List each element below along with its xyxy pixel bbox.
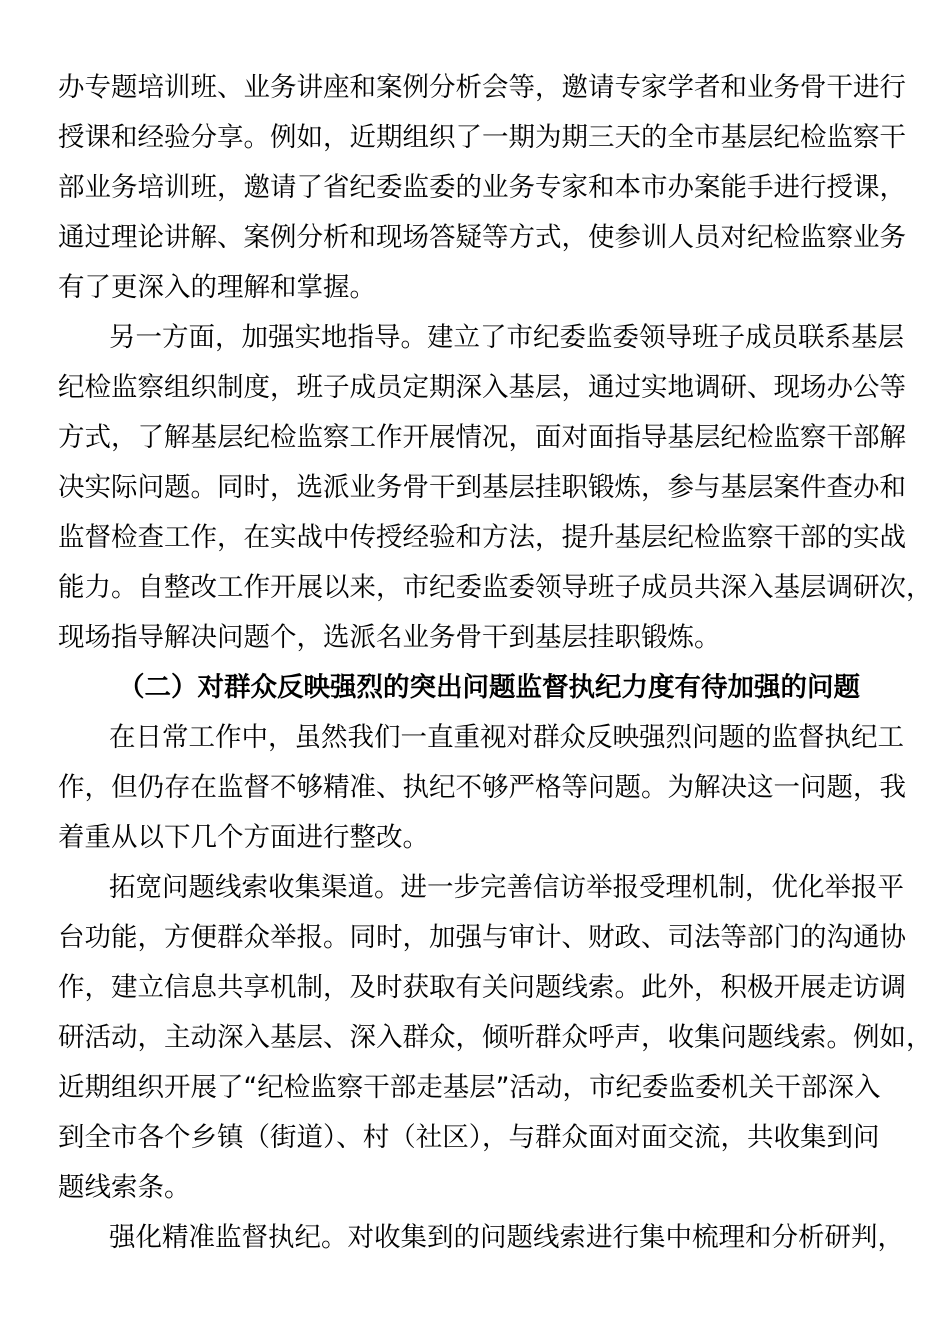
- paragraph-2-line-1: 另一方面，加强实地指导。建立了市纪委监委领导班子成员联系基层: [109, 322, 904, 353]
- paragraph-1-line-4: 通过理论讲解、案例分析和现场答疑等方式，使参训人员对纪检监察业务: [58, 222, 906, 253]
- paragraph-2-line-6: 能力。自整改工作开展以来，市纪委监委领导班子成员共深入基层调研次，: [58, 572, 933, 603]
- paragraph-2-line-5: 监督检查工作，在实战中传授经验和方法，提升基层纪检监察干部的实战: [58, 522, 906, 553]
- paragraph-4-line-4: 研活动，主动深入基层、深入群众，倾听群众呼声，收集问题线索。例如，: [58, 1022, 933, 1053]
- paragraph-1-line-2: 授课和经验分享。例如，近期组织了一期为期三天的全市基层纪检监察干: [58, 122, 906, 153]
- paragraph-1-line-1: 办专题培训班、业务讲座和案例分析会等，邀请专家学者和业务骨干进行: [58, 72, 906, 103]
- paragraph-2-line-4: 决实际问题。同时，选派业务骨干到基层挂职锻炼，参与基层案件查办和: [58, 472, 906, 503]
- paragraph-2-line-2: 纪检监察组织制度，班子成员定期深入基层，通过实地调研、现场办公等: [58, 372, 906, 403]
- paragraph-2-line-7: 现场指导解决问题个，选派名业务骨干到基层挂职锻炼。: [58, 622, 721, 653]
- paragraph-4-line-7: 题线索条。: [58, 1172, 191, 1203]
- paragraph-5-line-1: 强化精准监督执纪。对收集到的问题线索进行集中梳理和分析研判，: [109, 1222, 904, 1253]
- paragraph-2-line-3: 方式，了解基层纪检监察工作开展情况，面对面指导基层纪检监察干部解: [58, 422, 906, 453]
- paragraph-4-line-2: 台功能，方便群众举报。同时，加强与审计、财政、司法等部门的沟通协: [58, 922, 906, 953]
- paragraph-1-line-5: 有了更深入的理解和掌握。: [58, 272, 376, 303]
- paragraph-4-line-6: 到全市各个乡镇（街道）、村（社区），与群众面对面交流，共收集到问: [58, 1122, 880, 1153]
- paragraph-1-line-3: 部业务培训班，邀请了省纪委监委的业务专家和本市办案能手进行授课，: [58, 172, 906, 203]
- paragraph-3-line-3: 着重从以下几个方面进行整改。: [58, 822, 429, 853]
- paragraph-4-line-1: 拓宽问题线索收集渠道。进一步完善信访举报受理机制，优化举报平: [109, 872, 904, 903]
- paragraph-3-line-2: 作，但仍存在监督不够精准、执纪不够严格等问题。为解决这一问题，我: [58, 772, 906, 803]
- section-heading: （二）对群众反映强烈的突出问题监督执纪力度有待加强的问题: [118, 672, 860, 703]
- paragraph-3-line-1: 在日常工作中，虽然我们一直重视对群众反映强烈问题的监督执纪工: [109, 722, 904, 753]
- paragraph-4-line-5: 近期组织开展了“纪检监察干部走基层”活动，市纪委监委机关干部深入: [58, 1072, 881, 1103]
- paragraph-4-line-3: 作，建立信息共享机制，及时获取有关问题线索。此外，积极开展走访调: [58, 972, 906, 1003]
